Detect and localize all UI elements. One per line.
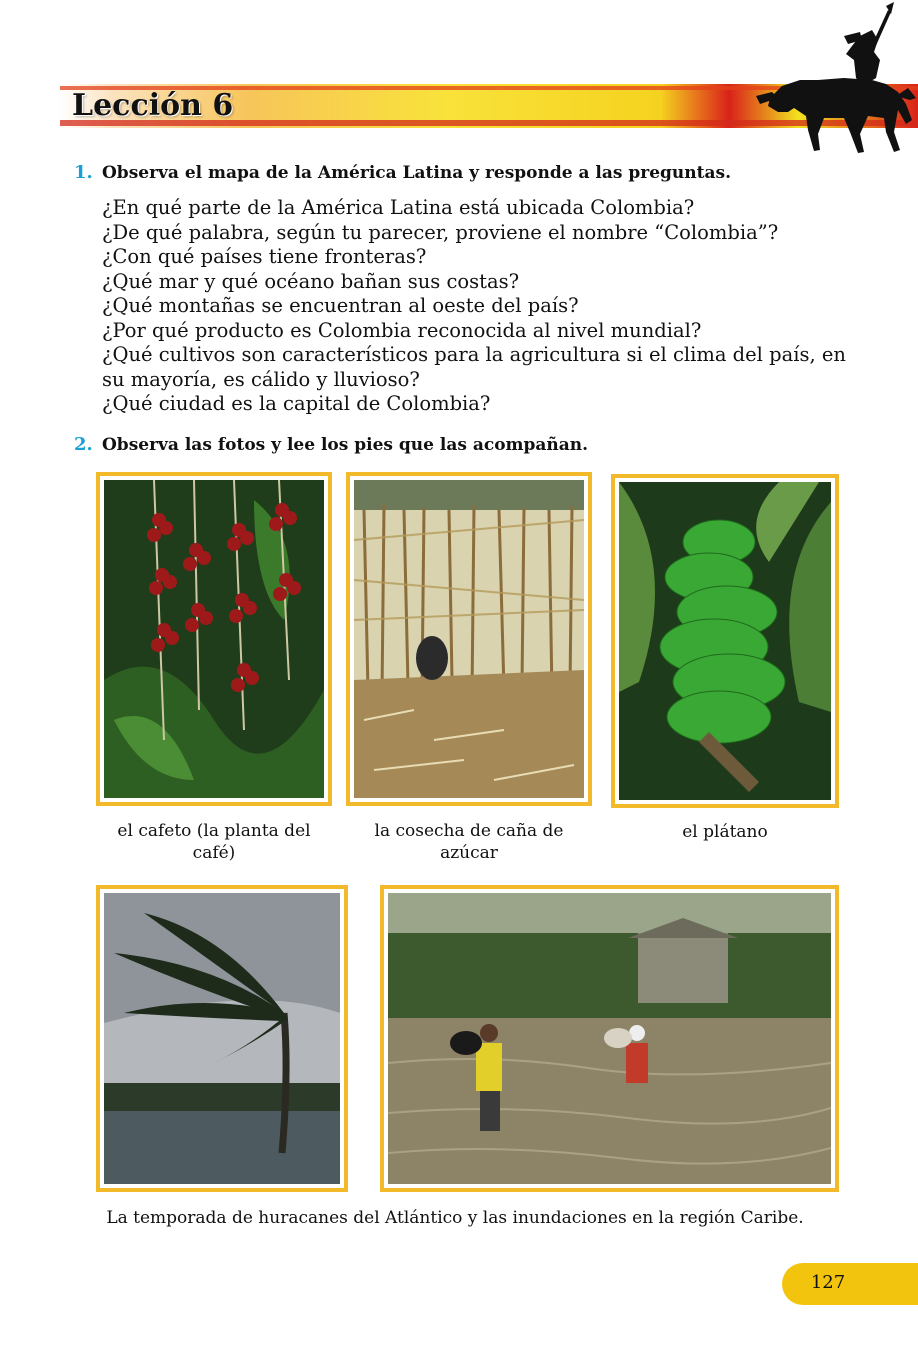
photo-hurricane-palm <box>96 885 348 1192</box>
exercise-2-instruction: Observa las fotos y lee los pies que las acompañan. <box>102 435 589 455</box>
question-item: ¿En qué parte de la América Latina está ubicada Colombia? <box>102 196 695 219</box>
question-item: ¿De qué palabra, según tu parecer, proviene el nombre “Colombia”? <box>102 220 779 244</box>
photo-coffee-plant <box>96 472 332 806</box>
question-list <box>102 196 862 417</box>
question-item: ¿Qué cultivos son característicos para la agricultura si el clima del país, en su mayoría, es cálido y lluvioso? <box>102 343 846 391</box>
photo-caribbean-flood <box>380 885 839 1192</box>
photo-banana-plant <box>611 474 839 808</box>
question-item: ¿Con qué países tiene fronteras? <box>102 245 427 268</box>
question-item: ¿Por qué producto es Colombia reconocida al nivel mundial? <box>102 318 702 342</box>
caption-coffee: el cafeto (la planta del café) <box>117 821 311 863</box>
question-item: ¿Qué ciudad es la capital de Colombia? <box>102 392 491 415</box>
exercise-2-number: 2. <box>74 434 93 455</box>
exercise-1-instruction: Observa el mapa de la América Latina y responde a las preguntas. <box>102 163 732 183</box>
lesson-title: Lección 6 <box>72 88 234 123</box>
question-item: ¿Qué montañas se encuentran al oeste del país? <box>102 294 579 317</box>
exercise-1-number: 1. <box>74 162 93 183</box>
question-item: ¿Qué mar y qué océano bañan sus costas? <box>102 269 520 293</box>
caption-sugarcane: la cosecha de caña de azúcar <box>374 821 564 863</box>
photo-sugarcane-harvest <box>346 472 592 806</box>
page-number: 127 <box>810 1272 846 1293</box>
don-quixote-silhouette-icon <box>748 0 918 160</box>
caption-banana: el plátano <box>682 822 768 842</box>
caption-hurricane-flood: La temporada de huracanes del Atlántico y las inundaciones en la región Caribe. <box>106 1208 804 1228</box>
